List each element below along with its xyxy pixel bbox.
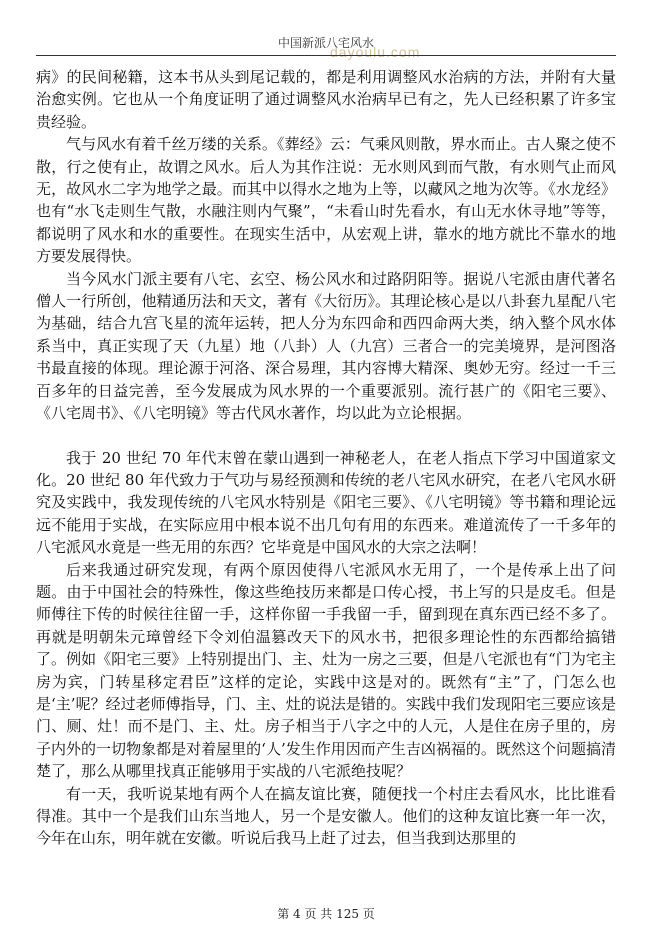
paragraph-3: 当今风水门派主要有八宅、玄空、杨公风水和过路阴阳等。据说八宅派由唐代著名僧人一行所创，他精通历法和天文，著有《大衍历》。其理论核心是以八卦套九星配八宅为基础，结合九宫飞星的流年运转，把人分为东四命和西四命两大类，纳入整个风水体系当中，真正实现了天（九星）地（八卦）人（九宫）三者合一的完美境界，是河图洛书最直接的体现。理论源于河洛、深合易理，其内容博大精深、奥妙无穷。经过一千三百多年的日益完善，至今发展成为风水界的一个重要派别。流行甚广的《阳宅三要》、《八宅周书》、《八宅明镜》等古代风水著作，均以此为立论根据。 [36,269,616,423]
paragraph-5: 后来我通过研究发现，有两个原因使得八宅派风水无用了，一个是传承上出了问题。由于中国社会的特殊性，像这些绝技历来都是口传心授，书上写的只是皮毛。但是师傅往下传的时候往往留一手，这样你留一手我留一手，留到现在真东西已经不多了。再就是明朝朱元璋曾经下令刘伯温篡改天下的风水书，把很多理论性的东西都给搞错了。例如《阳宅三要》上特别提出门、主、灶为一房之三要，但是八宅派也有“门为宅主房为宾，门转星移定君臣”这样的定论，实践中这是对的。既然有“主”了，门怎么也是‘主’呢？经过老师傅指导，门、主、灶的说法是错的。实践中我们发现阳宅三要应该是门、厕、灶！而不是门、主、灶。房子相当于八字之中的人元，人是住在房子里的，房子内外的一切物象都是对着屋里的‘人’发生作用因而产生吉凶祸福的。既然这个问题搞清楚了，那么从哪里找真正能够用于实战的八宅派绝技呢？ [36,560,616,781]
page-number: 第 4 页 共 125 页 [277,907,375,921]
watermark: dayoulu.com [330,44,421,60]
running-header: 中国新派八宅风水 [277,36,374,50]
page-body [36,66,616,850]
paragraph-4: 我于 20 世纪 70 年代末曾在蒙山遇到一神秘老人，在老人指点下学习中国道家文化。20 世纪 80 年代致力于气功与易经预测和传统的老八宅风水研究，在老八宅风水研究及实践中，我发现传统的八宅风水特别是《阳宅三要》、《八宅明镜》等书籍和理论远远不能用于实战，在实际应用中根本说不出几句有用的东西来。难道流传了一千多年的八宅派风水竟是一些无用的东西？它毕竟是中国风水的大宗之法啊！ [36,448,616,557]
header-rule [36,55,616,56]
paragraph-1: 病》的民间秘籍，这本书从头到尾记载的，都是利用调整风水治病的方法，并附有大量治愈实例。它也从一个角度证明了通过调整风水治病早已有之，先人已经积累了许多宝贵经验。 [36,68,616,131]
paragraph-6: 有一天，我听说某地有两个人在搞友谊比赛，随便找一个村庄去看风水，比比谁看得准。其中一个是我们山东当地人，另一个是安徽人。他们的这种友谊比赛一年一次，今年在山东，明年就在安徽。听说后我马上赶了过去，但当我到达那里的 [36,784,616,848]
paragraph-2: 气与风水有着千丝万缕的关系。《葬经》云：气乘风则散，界水而止。古人聚之使不散，行之使有止，故谓之风水。后人为其作注说：无水则风到而气散，有水则气止而风无，故风水二字为地学之最。而其中以得水之地为上等，以藏风之地为次等。《水龙经》也有“水飞走则生气散，水融注则内气聚”，“未看山时先看水，有山无水休寻地”等等，都说明了风水和水的重要性。在现实生活中，从宏观上讲，靠水的地方就比不靠水的地方要发展得快。 [36,135,616,266]
